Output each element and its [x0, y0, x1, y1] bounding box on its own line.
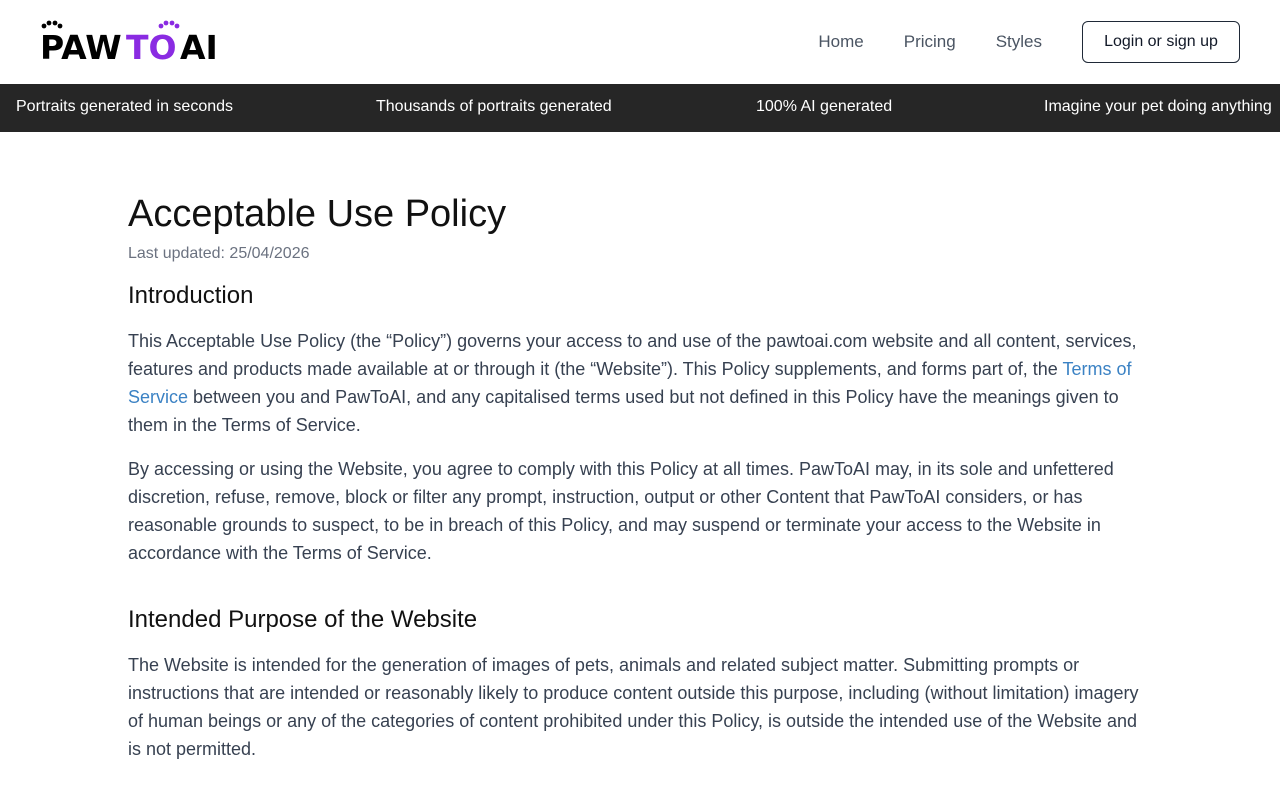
purpose-paragraph-1: The Website is intended for the generation of images of pets, animals and related subject matter. Submitting prompts or instructions that are intended or reasonably likely to produce content outside this purpose, including (without limitation) imagery of human beings or any of the categories of content prohibited under this Policy, is outside the intended use of the Website and is not permitted. — [128, 655, 1139, 759]
intro-paragraph-2: By accessing or using the Website, you agree to comply with this Policy at all times. PawToAI may, in its sole and unfettered discretion, refuse, remove, block or filter any prompt, instruction, output or other Content that PawToAI considers, or has reasonable grounds to suspect, to be in breach of this Policy, and may suspend or terminate your access to the Website in accordance with the Terms of Service. — [128, 459, 1114, 563]
logo-text-paw: PAW — [40, 28, 122, 62]
ticker-item: 100% AI generated — [756, 98, 893, 115]
main-nav — [818, 0, 1042, 84]
intro-paragraph-1-text-end: between you and PawToAI, and any capitalised terms used but not defined in this Policy have the meanings given to them in the Terms of Service. — [128, 387, 1119, 435]
logo-text-to: TO — [126, 28, 177, 62]
pawtoai-logo[interactable] — [40, 20, 222, 62]
login-signup-button[interactable]: Login or sign up — [1082, 21, 1240, 63]
ticker-item: Portraits generated in seconds — [16, 98, 234, 115]
last-updated-date: Last updated: 25/04/2026 — [128, 245, 310, 262]
nav-pricing-link[interactable]: Pricing — [903, 32, 956, 51]
section-heading-introduction: Introduction — [128, 282, 254, 309]
site-header — [0, 0, 1280, 84]
policy-content — [128, 190, 1152, 763]
nav-styles-link[interactable]: Styles — [995, 32, 1042, 51]
logo-text-ai: AI — [180, 28, 218, 62]
feature-ticker — [0, 84, 1280, 132]
nav-home-link[interactable]: Home — [818, 32, 864, 51]
intro-paragraph-1-text: This Acceptable Use Policy (the “Policy”) governs your access to and use of the pawtoai.com website and all content, services, features and products made available at or through it (the “Website”). This Policy supplements, and forms part of, the — [128, 331, 1137, 379]
logo-wordmark — [40, 20, 222, 62]
intro-paragraph-1 — [128, 327, 1152, 439]
ticker-item: Imagine your pet doing anything — [1044, 98, 1272, 115]
section-heading-intended-purpose: Intended Purpose of the Website — [128, 606, 478, 633]
terms-of-service-link[interactable]: Terms of Service — [128, 359, 1132, 407]
ticker-item: Thousands of portraits generated — [376, 98, 612, 115]
page-title: Acceptable Use Policy — [128, 193, 507, 235]
